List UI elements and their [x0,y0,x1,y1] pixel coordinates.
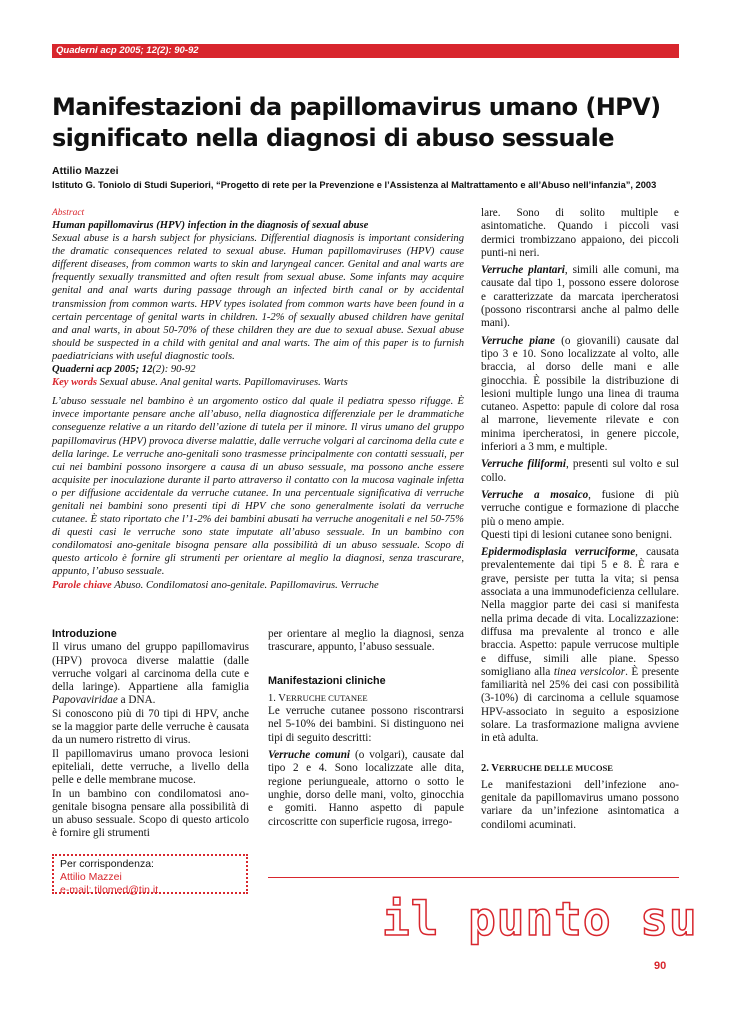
intro-family-name: Papovaviridae [52,694,118,707]
tinea-term: tinea versicolor [553,665,626,678]
plantar-warts-text: , simili alle comuni, ma causate dal tipo 1, possono essere dolorose e caratterizzate da marcata ipercheratosi (possono riscontrarsi anche al palmo delle mani). [481,264,679,330]
riassunto-text: L’abuso sessuale nel bambino è un argomento ostico dal quale il pediatra spesso rifugge. È invece importante pensare anche all’abuso, nella diagnostica differenziale per le drammatiche conseguenze relative a un ritardo dell’azione di tutela per il minore. Il virus umano del gruppo papillomavirus (HPV) provoca diverse malattie, dalle verruche volgari al carcinoma della cute e della laringe. Le verruche ano-genitali sono trasmesse principalmente con contatti sessuali, per cui nei bambini possono insorgere a causa di un abuso sessuale, ma possono anche essere acquisite per inoculazione durante il parto attraverso il contatto con la mucosa vaginale infetta o per diffusione accidentale da verruche cutanee. In una percentuale significativa di verruche genitali nei bambini sono presenti tipi di HPV che sono generalmente isolati da verruche cutanee. È stato riportato che l’1-2% dei bambini abusati ha verruche anogenitali e nel 50-75% di questi casi le verruche sono state imputate all’abuso sessuale. In un bambino con condilomatosi ano-genitale bisogna pensare alla possibilità di un abuso sessuale. Scopo di questo articolo è fornire gli strumenti per orientare al meglio la diagnosi, senza trascurare, appunto, l’abuso sessuale. [52,396,464,578]
right-column [481,207,679,836]
citation-volume: 12 [141,364,153,376]
author-affiliation: Istituto G. Toniolo di Studi Superiori, “Progetto di rete per la Prevenzione e l’Assistenza al Maltrattamento e all’Abuso nell’infanzia”, 2003 [52,180,657,190]
clinical-column [268,628,464,829]
introduction-column [52,628,249,841]
article-title [52,92,692,154]
term-filiform-warts: Verruche filiformi [481,458,566,471]
section-divider [268,877,679,878]
abstract-citation [52,363,464,376]
author-name: Attilio Mazzei [52,165,119,177]
citation-suffix: (2): 90-92 [152,364,196,376]
keywords-label: Key words [52,377,98,389]
abstract-label: Abstract [52,208,85,218]
mosaic-warts-paragraph [481,489,679,529]
sub2-title: ERRUCHE DELLE MUCOSE [498,762,614,773]
riassunto-keywords [52,579,464,592]
mucosal-paragraph: Le manifestazioni dell’infezione ano-genitale da papillomavirus umano possono variare da un’infezione asintomatica a condilomi acuminati. [481,778,679,831]
page-number: 90 [654,960,667,972]
sub2-number: 2. V [481,762,499,774]
correspondence-email[interactable]: e-mail: tilomed@tin.it [60,884,159,896]
sub1-title: ERRUCHE CUTANEE [285,692,368,703]
journal-reference: Quaderni acp 2005; 12(2): 90-92 [56,45,199,56]
abstract-keywords [52,376,464,389]
intro-p1-text: Il virus umano del gruppo papillomavirus (HPV) provoca diverse malattie (dalle verruche volgari al carcinoma della cute e della laringe). Appartiene alla famiglia [52,641,249,694]
plantar-warts-paragraph [481,264,679,330]
epidermodysplasia-paragraph [481,546,679,745]
term-flat-warts: Verruche piane [481,334,555,347]
header-bar [52,44,679,58]
common-warts-text: (o volgari), causate dal tipo 2 e 4. Sono localizzate alle dita, regione periungueale, attorno o sotto le unghie, dorso delle mani, volto, ginocchia e gomiti. Hanno aspetto di papule circoscritte con superficie rugosa, irrego- [268,749,464,828]
intro-paragraph-4: In un bambino con condilomatosi ano-genitale bisogna pensare alla possibilità di un abuso sessuale. Scopo di questo articolo è fornire gli strumenti [52,787,249,840]
term-common-warts: Verruche comuni [268,749,351,762]
filiform-warts-paragraph [481,458,679,485]
title-line-2: significato nella diagnosi di abuso sessuale [52,124,614,152]
benign-note: Questi tipi di lesioni cutanee sono benigni. [481,528,673,541]
abstract-heading: Human papillomavirus (HPV) infection in the diagnosis of sexual abuse [52,220,369,231]
common-warts-paragraph [268,749,464,829]
intro-paragraph-1 [52,641,249,707]
common-warts-continuation: lare. Sono di solito multiple e asintomatiche. Quando i piccoli vasi dermici trombizzano appaiono, dei piccoli punti-ni neri. [481,207,679,259]
citation-prefix: Quaderni acp 2005; [52,364,142,376]
parole-chiave-label: Parole chiave [52,579,112,591]
correspondence-name: Attilio Mazzei [60,871,122,883]
intro-paragraph-3: Il papillomavirus umano provoca lesioni epiteliali, dette verruche, a livello della pelle e delle membrane mucose. [52,747,249,787]
intro-paragraph-2: Si conoscono più di 70 tipi di HPV, anche se la maggior parte delle verruche è causata da un numero ristretto di virus. [52,707,249,747]
term-plantar-warts: Verruche plantari [481,264,565,277]
filiform-warts-text: , presenti sul volto e sul collo. [481,458,679,484]
epidermodysplasia-text: , causata prevalentemente dai tipi 5 e 8. È rara e grave, persiste per tutta la vita; si pensa associata a una immunodeficienza cellulare. Nella maggior parte dei casi si manifesta nella prima decade di vita. Localizzazione: diffusa ma prevalente al tronco e alle braccia. Aspetto: papule verrucose multiple e diffuse, simili alle piane. Spesso somigliano alla [481,546,679,678]
mosaic-warts-text: , fusione di più verruche contigue e formazione di placche più o meno ampie. [481,488,679,528]
intro-continuation: per orientare al meglio la diagnosi, senza trascurare, appunto, l’abuso sessuale. [268,628,464,654]
sub1-number: 1. V [268,692,286,704]
intro-p1-end: a DNA. [117,694,156,707]
title-line-1: Manifestazioni da papillomavirus umano (HPV) [52,93,661,121]
parole-chiave-text: Abuso. Condilomatosi ano-genitale. Papillomavirus. Verruche [111,579,379,591]
abstract-text: Sexual abuse is a harsh subject for physicians. Differential diagnosis is important considering the dramatic consequences related to sexual abuse. Human papillomaviruses (HPV) cause different diseases, from common warts to skin and laryngeal cancer. Genital and anal warts are frequently sexually transmitted and often result from sexual abuse. Some infants may acquire genital and anal warts during passage through an infected birth canal or by accidental transmission from common warts. HPV types isolated from common warts have been found in a certain percentage of genital warts in children. 1-2% of sexually abused children have genital and anal warts, in about 50-70% of these children they are due to sexual abuse. Sexual abuse should be suspected in a child with genital and anal warts. The aim of this paper is to furnish paediatricians with useful diagnostic tools. [52,233,464,362]
keywords-text: Sexual abuse. Anal genital warts. Papillomaviruses. Warts [97,377,348,389]
correspondence-label: Per corrispondenza: [60,858,154,870]
abstract-block [52,207,464,592]
subsection-1-heading [268,692,464,705]
flat-warts-text: (o giovanili) causate dal tipo 3 e 10. Sono localizzate al volto, alle braccia, al dorso delle mani e alle ginocchia. È possibile la distribuzione di lesioni multiple lungo una linea di trauma cutaneo. Aspetto: papule di colore dal rosa al marrone, lievemente rilevate e con minima ipercheratosi, in genere piccole, inferiori a 3 mm, e multiple. [481,334,679,454]
term-mosaic-warts: Verruche a mosaico [481,488,589,501]
section-tag: il punto su [382,892,698,946]
subsection-2-heading [481,762,679,775]
term-epidermodysplasia: Epidermodisplasia verruciforme [481,546,636,559]
flat-warts-paragraph [481,335,679,455]
epidermodysplasia-text-end: . È presente familiarità nel 25% dei casi con possibilità (3-10%) di carcinoma a cellule squamose HPV-associato in seguito a esposizione solare. La trasformazione maligna avviene in età adulta. [481,665,680,745]
correspondence-box [52,854,248,894]
clinical-heading: Manifestazioni cliniche [268,674,386,687]
cutaneous-intro: Le verruche cutanee possono riscontrarsi nel 5-10% dei bambini. Si distinguono nei tipi di seguito descritti: [268,705,464,744]
intro-heading: Introduzione [52,628,117,640]
